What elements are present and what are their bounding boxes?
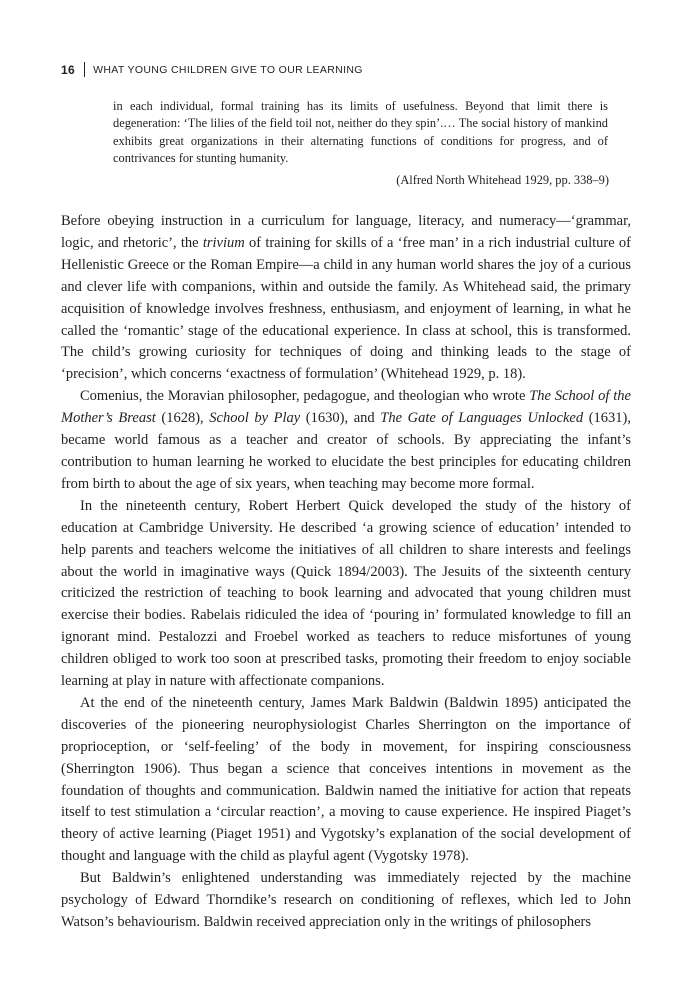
book-title: School by Play [209, 410, 301, 427]
paragraph-text: of training for skills of a ‘free man’ in a rich industrial culture of Hellenistic Greece or the Roman Empire—a child in any human world shares the joy of a curious and clever life with companions, within and outside the family. As Whitehead said, the primary acquisition of knowledge involves freshness, enthusiasm, and enjoyment of learning, in what he called the ‘romantic’ stage of the educational experience. In class at school, this is transformed. The child’s growing curiosity for techniques of doing and thinking leads to the stage of ‘precision’, which concerns ‘exactness of formulation’ (Whitehead 1929, p. 18). [61, 234, 631, 383]
paragraph-text: (1630), and [300, 410, 381, 427]
book-title: The School of the Mother’s Breast [61, 388, 631, 427]
paragraph-text: (1631), became world famous as a teacher and creator of schools. By appreciating the infant’s contribution to human learning he worked to elucidate the best principles for educating children from birth to about the age of six years, when teaching may become more formal. [61, 410, 631, 492]
paragraph-text: Before obeying instruction in a curriculum for language, literacy, and numeracy—‘grammar, logic, and rhetoric’, the [61, 213, 631, 251]
book-title: The Gate of Languages Unlocked [380, 410, 584, 427]
paragraph-5: But Baldwin’s enlightened understanding was immediately rejected by the machine psychology of Edward Thorndike’s research on conditioning of reflexes, which led to John Watson’s behaviourism. Baldwin received appreciation only in the writings of philosophers [61, 870, 631, 930]
paragraph-2 [61, 386, 631, 496]
running-title: WHAT YOUNG CHILDREN GIVE TO OUR LEARNING [93, 63, 363, 76]
block-quote: in each individual, formal training has its limits of usefulness. Beyond that limit there is degeneration: ‘The lilies of the field toil not, neither do they spin’.… The social history of mankind exhibits great organizations in their alternating functions of conditions for progress, and of contrivances for stunting humanity. [113, 99, 608, 165]
italic-term: trivium [202, 234, 245, 251]
header-divider [84, 62, 85, 77]
running-header [61, 62, 363, 77]
body-text [61, 211, 631, 934]
paragraph-text: Comenius, the Moravian philosopher, pedagogue, and theologian who wrote [80, 388, 530, 405]
page-number: 16 [61, 62, 76, 77]
quote-attribution: (Alfred North Whitehead 1929, pp. 338–9) [396, 173, 609, 187]
paragraph-3: In the nineteenth century, Robert Herbert Quick developed the study of the history of education at Cambridge University. He described ‘a growing science of education’ intended to help parents and teachers welcome the initiatives of all children to share interests and feelings about the world in imaginative ways (Quick 1894/2003). The Jesuits of the sixteenth century criticized the restriction of teaching to book learning and advocated that young children must exercise their bodies. Rabelais ridiculed the idea of ‘pouring in’ formulated knowledge to fill an ignorant mind. Pestalozzi and Froebel worked as teachers to reduce misfortunes of young children obliged to work too soon at prescribed tasks, promoting their freedom to enjoy sociable learning at play in nature with affectionate companions. [61, 497, 631, 690]
paragraph-4: At the end of the nineteenth century, James Mark Baldwin (Baldwin 1895) anticipated the discoveries of the pioneering neurophysiologist Charles Sherrington on the importance of proprioception, or ‘self-feeling’ of the body in movement, for inspiring consciousness (Sherrington 1906). Thus began a science that conceives intentions in movement as the foundation of thoughts and communication. Baldwin named the initiative for action that repeats itself to test stimulation a ‘circular reaction’, a moving to cause experience. He inspired Piaget’s theory of active learning (Piaget 1951) and Vygotsky’s explanation of the social development of thought and language with the child as playful agent (Vygotsky 1978). [61, 694, 631, 865]
paragraph-text: (1628), [155, 410, 210, 427]
paragraph-1 [61, 211, 631, 386]
